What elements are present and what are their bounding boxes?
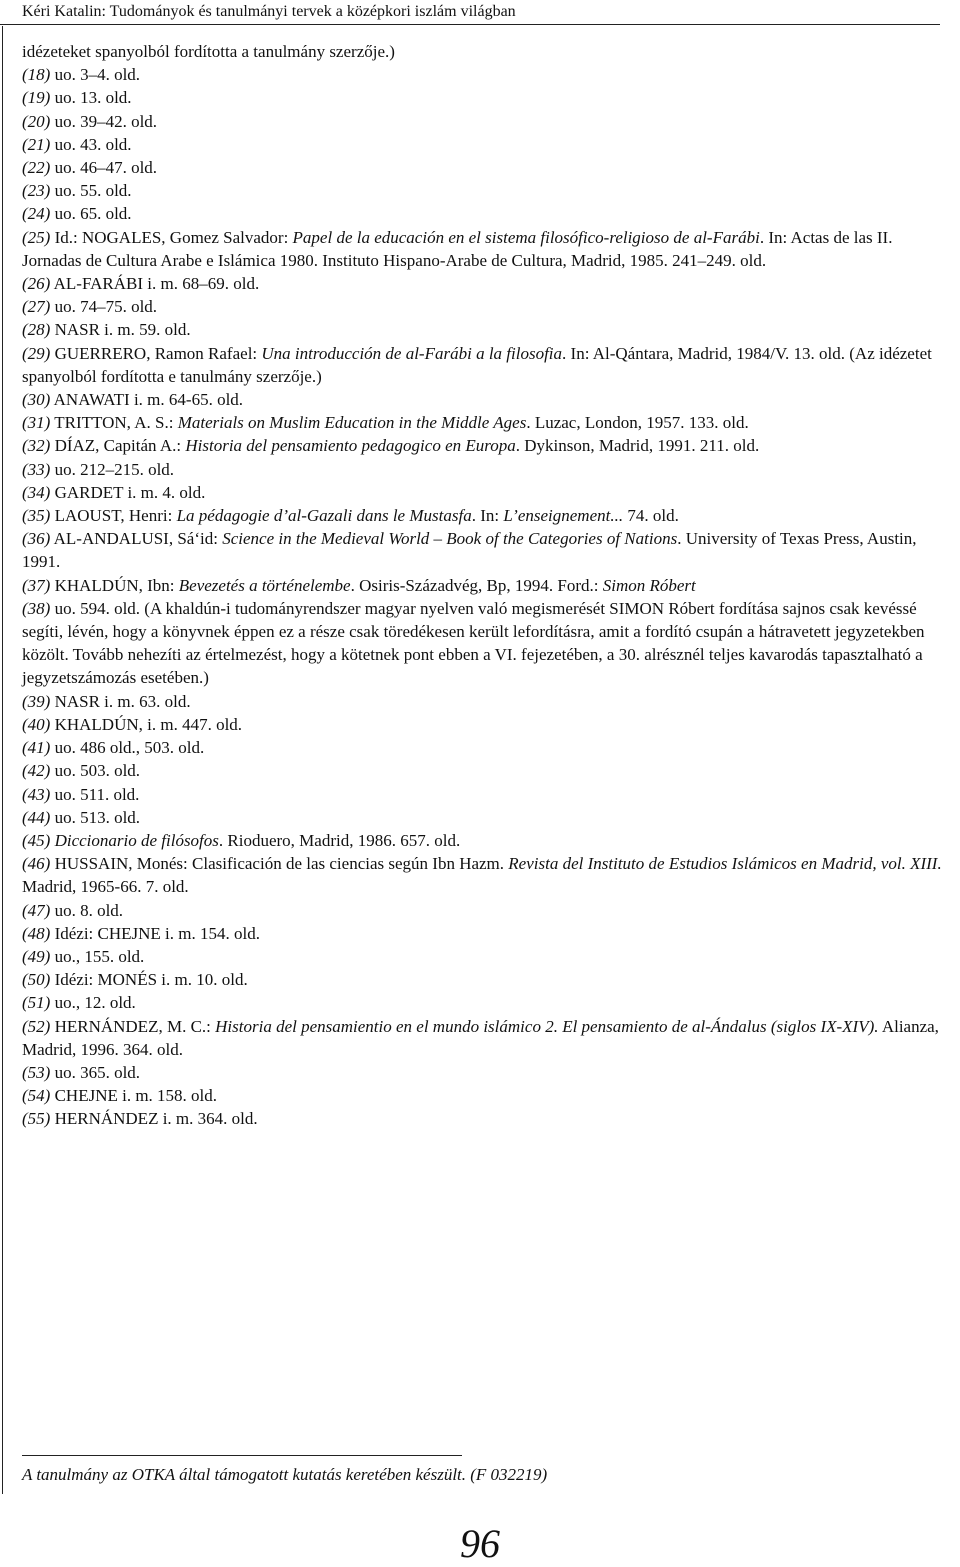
endnote-item: [22, 852, 942, 898]
endnote-item: [22, 179, 942, 202]
endnote-item: [22, 922, 942, 945]
funding-footnote: A tanulmány az OTKA által támogatott kutatás keretében készült. (F 032219): [22, 1465, 548, 1484]
endnote-item: [22, 1061, 942, 1084]
endnote-item: [22, 434, 942, 457]
header-rule: [0, 24, 940, 25]
endnote-item: [22, 899, 942, 922]
endnote-number: (26): [22, 274, 51, 294]
endnote-title: Una introducción de al-Farábi a la filosofia: [261, 343, 563, 363]
endnote-item: [22, 504, 942, 527]
endnote-text: CHEJNE i. m. 158. old.: [50, 1086, 218, 1106]
endnote-item: [22, 690, 942, 713]
endnote-number: (20): [22, 111, 51, 131]
endnote-number: (48): [22, 923, 51, 943]
endnote-text: . Osiris-Századvég, Bp, 1994. Ford.:: [350, 575, 603, 595]
page-number: 96: [460, 1521, 500, 1566]
endnote-text: uo., 155. old.: [50, 946, 145, 966]
endnote-text: KHALDÚN, i. m. 447. old.: [50, 714, 243, 734]
endnote-text: uo. 503. old.: [50, 761, 141, 781]
endnote-number: (25): [22, 227, 51, 247]
endnote-item: [22, 527, 942, 573]
endnote-text: uo. 511. old.: [50, 784, 140, 804]
endnote-number: (45): [22, 830, 51, 850]
endnote-number: (39): [22, 691, 51, 711]
endnote-text: KHALDÚN, Ibn:: [50, 575, 179, 595]
endnote-text: TRITTON, A. S.:: [50, 413, 178, 433]
endnote-item: [22, 1084, 942, 1107]
endnote-item: [22, 736, 942, 759]
endnote-text: HERNÁNDEZ i. m. 364. old.: [50, 1109, 258, 1129]
endnote-item: [22, 759, 942, 782]
endnote-number: (51): [22, 993, 51, 1013]
endnote-text: Idézi: CHEJNE i. m. 154. old.: [50, 923, 260, 943]
endnote-text: . Dykinson, Madrid, 1991. 211. old.: [515, 436, 760, 456]
endnote-title: Materials on Muslim Education in the Middle Ages: [177, 413, 527, 433]
endnote-title: La pédagogie d’al-Gazali dans le Mustasfa: [176, 506, 472, 526]
endnote-item: [22, 945, 942, 968]
endnote-text: HUSSAIN, Monés: Clasificación de las ciencias según Ibn Hazm.: [50, 854, 509, 874]
endnote-number: (28): [22, 320, 51, 340]
endnote-text: . Luzac, London, 1957. 133. old.: [526, 413, 749, 433]
endnote-text: uo. 65. old.: [50, 204, 132, 224]
endnote-item: [22, 713, 942, 736]
endnote-number: (35): [22, 506, 51, 526]
endnote-item: [22, 295, 942, 318]
endnote-text: ANAWATI i. m. 64-65. old.: [50, 390, 244, 410]
endnote-number: (29): [22, 343, 51, 363]
endnote-text: GUERRERO, Ramon Rafael:: [50, 343, 262, 363]
endnote-number: (55): [22, 1109, 51, 1129]
endnote-text: . In:: [471, 506, 504, 526]
endnote-text: . In: Actas de las II. Jornadas de Cultura Arabe e Islámica 1980. Instituto Hispano-Arabe de Cultura, Madrid, 1985. 241–249. old.: [22, 227, 893, 270]
endnote-text: Madrid, 1965-66. 7. old.: [22, 877, 189, 897]
endnote-text: uo. 212–215. old.: [50, 459, 175, 479]
left-margin-rule: [2, 26, 3, 1494]
endnote-item: [22, 458, 942, 481]
endnote-item: [22, 318, 942, 341]
endnote-number: (36): [22, 529, 51, 549]
endnote-text: NASR i. m. 59. old.: [50, 320, 191, 340]
endnote-item: [22, 1015, 942, 1061]
endnote-item: [22, 806, 942, 829]
endnote-text: HERNÁNDEZ, M. C.:: [50, 1016, 216, 1036]
endnote-number: (50): [22, 970, 51, 990]
endnote-text: 74. old.: [623, 506, 679, 526]
endnote-item: [22, 40, 942, 63]
endnote-text: uo. 74–75. old.: [50, 297, 158, 317]
endnote-number: (33): [22, 459, 51, 479]
endnote-number: (47): [22, 900, 51, 920]
endnote-item: [22, 1107, 942, 1130]
endnote-number: (49): [22, 946, 51, 966]
endnote-number: (43): [22, 784, 51, 804]
endnote-title: Simon Róbert: [602, 575, 696, 595]
endnote-text: Alianza, Madrid, 1996. 364. old.: [22, 1016, 939, 1059]
endnote-item: [22, 202, 942, 225]
endnote-text: uo. 3–4. old.: [50, 65, 141, 85]
endnote-text: uo. 594. old. (A khaldún-i tudományrendszer magyar nyelven való megismerését SIMON Róbert fordítása sajnos csak kevéssé segíti, lévén, hogy a könyvnek éppen ez a része csak töredékesen került lefordításra, amit a fordító csupán a hátravetett jegyzetekben közölt. Tovább nehezíti az értelmezést, hogy a kötetnek pont ebben a VI. fejezetében, a 30. alrésznél teljes kavarodás tapasztalható a jegyzetszámozás esetében.): [22, 598, 925, 688]
endnote-title: L’enseignement...: [503, 506, 624, 526]
endnote-number: (27): [22, 297, 51, 317]
endnote-text: AL-ANDALUSI, Sá‘id:: [50, 529, 223, 549]
endnote-text: Idézi: MONÉS i. m. 10. old.: [50, 970, 248, 990]
endnote-number: (24): [22, 204, 51, 224]
endnote-item: [22, 991, 942, 1014]
endnote-number: (18): [22, 65, 51, 85]
endnote-text: uo. 46–47. old.: [50, 158, 158, 178]
endnote-title: Diccionario de filósofos: [54, 830, 219, 850]
endnote-text: GARDET i. m. 4. old.: [50, 482, 206, 502]
endnote-number: (30): [22, 390, 51, 410]
endnote-title: Papel de la educación en el sistema filosófico-religioso de al-Farábi: [292, 227, 760, 247]
endnote-text: uo., 12. old.: [50, 993, 136, 1013]
endnote-item: [22, 156, 942, 179]
endnote-text: AL-FARÁBI i. m. 68–69. old.: [50, 274, 260, 294]
endnote-text: uo. 43. old.: [50, 134, 132, 154]
endnote-text: uo. 55. old.: [50, 181, 132, 201]
endnote-item: [22, 110, 942, 133]
endnote-item: [22, 481, 942, 504]
endnote-number: (34): [22, 482, 51, 502]
endnotes-list: [22, 40, 942, 1131]
endnote-number: (31): [22, 413, 51, 433]
endnote-text: idézeteket spanyolból fordította a tanulmány szerzője.): [22, 42, 395, 61]
endnote-title: Science in the Medieval World – Book of the Categories of Nations: [222, 529, 678, 549]
endnote-text: . In: Al-Qántara, Madrid, 1984/V. 13. old. (Az idézetet spanyolból fordította e tanulmány szerzője.): [22, 343, 932, 386]
endnote-number: (23): [22, 181, 51, 201]
endnote-number: (54): [22, 1086, 51, 1106]
endnote-item: [22, 574, 942, 597]
endnote-text: uo. 513. old.: [50, 807, 141, 827]
endnote-title: Revista del Instituto de Estudios Islámicos en Madrid, vol. XIII.: [508, 854, 942, 874]
running-header: Kéri Katalin: Tudományok és tanulmányi tervek a középkori iszlám világban: [22, 3, 516, 20]
endnote-text: uo. 8. old.: [50, 900, 124, 920]
endnote-text: . University of Texas Press, Austin, 1991.: [22, 529, 917, 572]
footnote-rule: [22, 1455, 462, 1456]
endnote-item: [22, 133, 942, 156]
endnote-number: (52): [22, 1016, 51, 1036]
endnote-text: uo. 13. old.: [50, 88, 132, 108]
endnote-item: [22, 411, 942, 434]
endnote-item: [22, 829, 942, 852]
endnote-number: (19): [22, 88, 51, 108]
endnote-item: [22, 783, 942, 806]
endnote-title: Bevezetés a történelembe: [178, 575, 351, 595]
endnote-number: (32): [22, 436, 51, 456]
endnote-number: (41): [22, 738, 51, 758]
endnote-number: (22): [22, 158, 51, 178]
endnote-item: [22, 272, 942, 295]
endnote-title: Historia del pensamiento pedagogico en Europa: [185, 436, 516, 456]
endnote-item: [22, 388, 942, 411]
endnote-item: [22, 597, 942, 690]
endnote-text: uo. 39–42. old.: [50, 111, 158, 131]
endnote-text: DÍAZ, Capitán A.:: [50, 436, 186, 456]
endnote-item: [22, 342, 942, 388]
endnote-text: Id.: NOGALES, Gomez Salvador:: [50, 227, 293, 247]
endnote-item: [22, 63, 942, 86]
endnote-text: uo. 365. old.: [50, 1062, 141, 1082]
endnote-text: LAOUST, Henri:: [50, 506, 177, 526]
endnote-item: [22, 226, 942, 272]
endnote-number: (21): [22, 134, 51, 154]
endnote-text: . Rioduero, Madrid, 1986. 657. old.: [218, 830, 461, 850]
endnote-number: (38): [22, 598, 51, 618]
endnote-number: (37): [22, 575, 51, 595]
endnote-number: (53): [22, 1062, 51, 1082]
endnote-text: uo. 486 old., 503. old.: [50, 738, 205, 758]
endnote-number: (46): [22, 854, 51, 874]
endnote-text: NASR i. m. 63. old.: [50, 691, 191, 711]
endnote-item: [22, 86, 942, 109]
endnote-item: [22, 968, 942, 991]
endnote-number: (40): [22, 714, 51, 734]
endnote-title: Historia del pensamientio en el mundo islámico 2. El pensamiento de al-Ándalus (siglos IX-XIV).: [215, 1016, 879, 1036]
endnote-number: (44): [22, 807, 51, 827]
endnote-number: (42): [22, 761, 51, 781]
